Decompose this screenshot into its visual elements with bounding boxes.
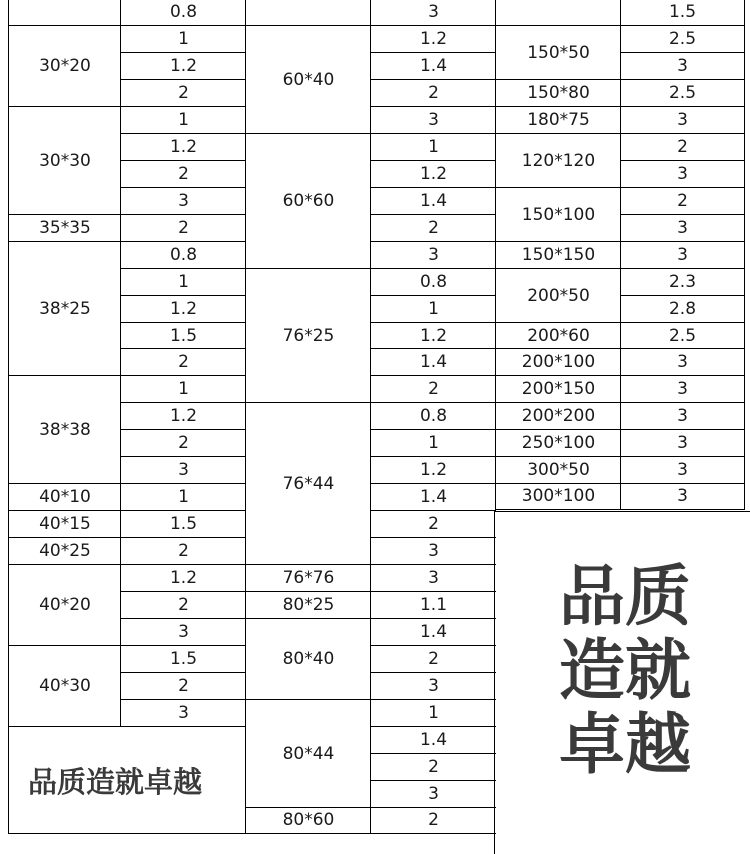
thickness-cell: 3 [370, 780, 496, 808]
thickness-cell: 3 [620, 214, 745, 242]
thickness-cell: 1 [370, 133, 496, 161]
thickness-cell: 3 [620, 52, 745, 80]
thickness-cell: 1 [120, 106, 246, 134]
spec-cell: 200*60 [495, 322, 621, 349]
thickness-cell: 2 [120, 79, 246, 107]
thickness-cell: 2 [120, 591, 246, 619]
spec-cell: 300*100 [495, 483, 621, 510]
spec-cell: 38*25 [8, 241, 121, 376]
thickness-cell: 2 [120, 348, 246, 376]
thickness-cell: 3 [620, 241, 745, 269]
thickness-cell: 1.2 [120, 402, 246, 430]
spec-cell: 35*35 [8, 214, 121, 242]
slogan-text-large [550, 560, 700, 782]
thickness-cell: 3 [120, 618, 246, 646]
thickness-cell: 1 [370, 295, 496, 323]
spec-cell: 200*100 [495, 348, 621, 376]
thickness-cell: 1.5 [120, 645, 246, 673]
thickness-cell: 2 [370, 510, 496, 538]
spec-cell: 80*44 [245, 699, 371, 808]
thickness-cell: 1.2 [370, 456, 496, 484]
spec-cell: 76*44 [245, 402, 371, 565]
thickness-cell: 2 [370, 79, 496, 107]
thickness-cell: 1 [370, 699, 496, 727]
spec-cell: 180*75 [495, 106, 621, 134]
thickness-cell: 1 [370, 429, 496, 457]
spec-cell: 40*30 [8, 645, 121, 727]
thickness-cell: 2 [620, 187, 745, 215]
thickness-cell: 3 [370, 564, 496, 592]
spec-cell: 200*50 [495, 268, 621, 323]
slogan-text-small [28, 760, 202, 801]
spec-cell: 40*10 [8, 483, 121, 511]
thickness-cell: 1.4 [370, 483, 496, 511]
spec-cell: 150*80 [495, 79, 621, 107]
thickness-cell: 2 [620, 133, 745, 161]
thickness-cell: 1 [120, 375, 246, 403]
thickness-cell: 3 [620, 429, 745, 457]
spec-cell: 150*100 [495, 187, 621, 242]
thickness-cell: 0.8 [370, 268, 496, 296]
spec-cell: 40*25 [8, 537, 121, 565]
thickness-cell: 3 [370, 0, 496, 26]
spec-cell: 250*100 [495, 429, 621, 457]
thickness-cell: 1 [120, 25, 246, 53]
thickness-cell: 1.4 [370, 52, 496, 80]
spec-cell: 200*200 [495, 402, 621, 430]
spec-cell: 40*20 [8, 564, 121, 646]
thickness-cell: 3 [120, 187, 246, 215]
thickness-cell: 2 [370, 807, 496, 834]
slogan-line-3: 卓越 [559, 706, 691, 783]
thickness-cell: 3 [620, 456, 745, 484]
thickness-cell: 1 [120, 268, 246, 296]
thickness-cell: 3 [120, 699, 246, 727]
spec-cell: 150*50 [495, 25, 621, 80]
thickness-cell: 3 [370, 241, 496, 269]
thickness-cell: 3 [370, 672, 496, 700]
thickness-cell: 2 [120, 429, 246, 457]
thickness-cell: 1.2 [120, 133, 246, 161]
thickness-cell: 3 [620, 160, 745, 188]
thickness-cell: 1.4 [370, 726, 496, 754]
thickness-cell: 1.2 [370, 25, 496, 53]
spec-cell: 80*60 [245, 807, 371, 834]
spec-cell: 30*20 [8, 25, 121, 107]
thickness-cell: 2.5 [620, 79, 745, 107]
thickness-cell: 1.1 [370, 591, 496, 619]
spec-cell: 80*40 [245, 618, 371, 700]
thickness-cell: 1.2 [120, 295, 246, 323]
thickness-cell: 3 [370, 537, 496, 565]
thickness-cell: 3 [620, 348, 745, 376]
thickness-cell: 3 [620, 106, 745, 134]
slogan-line-2: 造就 [559, 632, 691, 709]
thickness-cell: 1.2 [370, 322, 496, 349]
spec-cell: 80*25 [245, 591, 371, 619]
spec-cell: 120*120 [495, 133, 621, 188]
spec-cell: 40*15 [8, 510, 121, 538]
thickness-cell: 3 [620, 483, 745, 510]
thickness-cell: 2 [370, 214, 496, 242]
thickness-cell: 0.8 [120, 0, 246, 26]
spec-cell: 60*40 [245, 25, 371, 134]
spec-cell: 30*30 [8, 106, 121, 215]
thickness-cell: 1.4 [370, 187, 496, 215]
thickness-cell: 1 [120, 483, 246, 511]
thickness-cell: 2 [370, 645, 496, 673]
thickness-cell: 2 [370, 375, 496, 403]
thickness-cell: 2.5 [620, 322, 745, 349]
spec-cell: 38*38 [8, 375, 121, 484]
thickness-cell: 2 [120, 214, 246, 242]
thickness-cell: 3 [370, 106, 496, 134]
thickness-cell: 1.2 [120, 564, 246, 592]
spec-cell: 300*50 [495, 456, 621, 484]
thickness-cell: 2.5 [620, 25, 745, 53]
thickness-cell: 1.4 [370, 348, 496, 376]
slogan-line-1: 品质 [559, 558, 691, 635]
thickness-cell: 3 [620, 402, 745, 430]
thickness-cell: 1.5 [620, 0, 745, 26]
thickness-cell: 1.5 [120, 322, 246, 349]
thickness-cell: 2 [120, 537, 246, 565]
thickness-cell: 3 [620, 375, 745, 403]
spec-cell-continued [245, 0, 371, 26]
thickness-cell: 3 [120, 456, 246, 484]
thickness-cell: 2.8 [620, 295, 745, 323]
spec-cell: 150*150 [495, 241, 621, 269]
thickness-cell: 0.8 [370, 402, 496, 430]
thickness-cell: 2 [120, 160, 246, 188]
thickness-cell: 2.3 [620, 268, 745, 296]
spec-cell: 200*150 [495, 375, 621, 403]
spec-cell-continued [495, 0, 621, 26]
slogan-small-text: 品质造就卓越 [28, 765, 203, 799]
spec-cell: 60*60 [245, 133, 371, 269]
thickness-cell: 2 [370, 753, 496, 781]
spec-cell-continued [8, 0, 121, 26]
thickness-cell: 1.2 [370, 160, 496, 188]
spec-cell: 76*25 [245, 268, 371, 403]
thickness-cell: 2 [120, 672, 246, 700]
thickness-cell: 1.2 [120, 52, 246, 80]
spec-cell: 76*76 [245, 564, 371, 592]
thickness-cell: 1.4 [370, 618, 496, 646]
thickness-cell: 1.5 [120, 510, 246, 538]
thickness-cell: 0.8 [120, 241, 246, 269]
